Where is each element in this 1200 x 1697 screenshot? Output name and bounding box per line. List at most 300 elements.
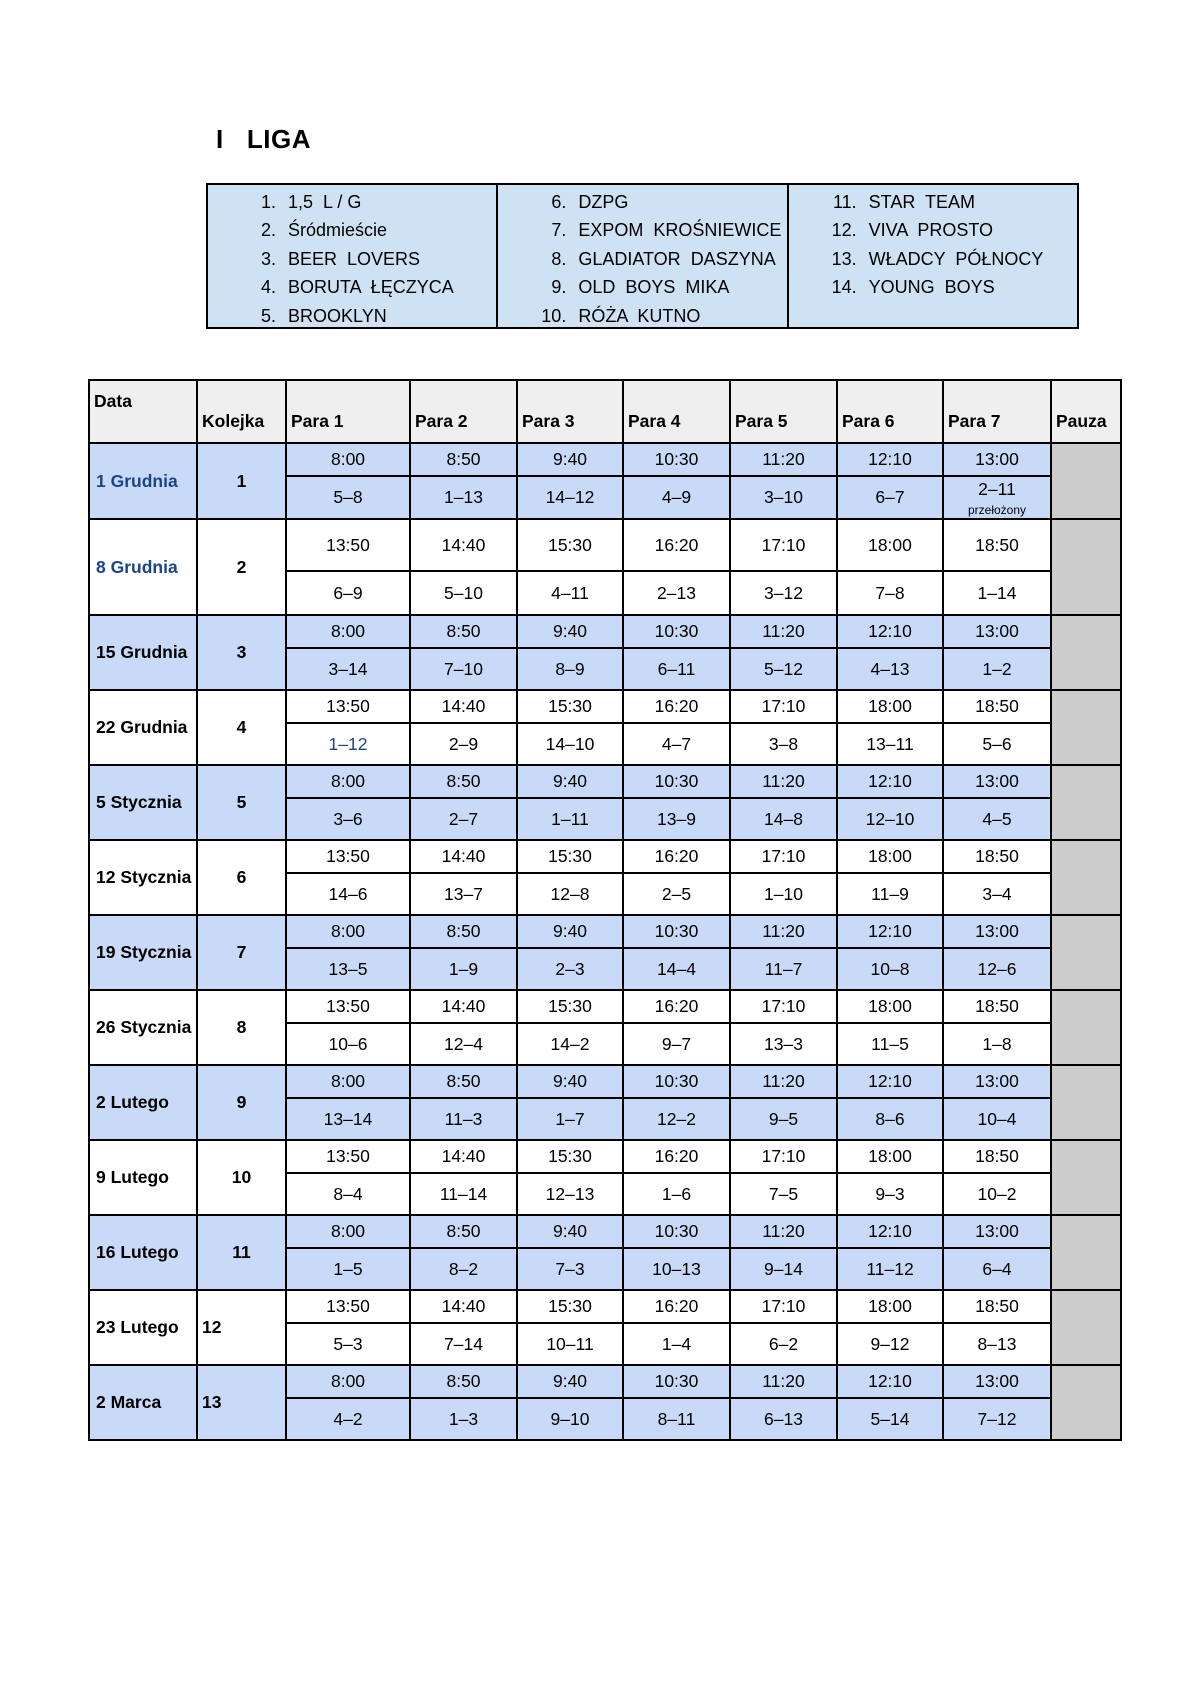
match-pair-label: 10–11 <box>546 1333 594 1354</box>
team-item <box>208 273 496 301</box>
match-pair-label: 7–12 <box>977 1408 1017 1429</box>
match-time: 14:40 <box>410 990 517 1023</box>
match-pair-label: 1–5 <box>333 1258 363 1279</box>
match-time: 9:40 <box>517 1065 623 1098</box>
match-time: 11:20 <box>730 1065 837 1098</box>
round-time-row <box>89 690 1121 723</box>
round-time-row <box>89 990 1121 1023</box>
header-para-3: Para 3 <box>517 380 623 443</box>
match-pair-label: 5–12 <box>764 658 803 679</box>
match-pair <box>943 1248 1051 1290</box>
match-pair-label: 13–3 <box>764 1033 803 1054</box>
match-time: 12:10 <box>837 1065 943 1098</box>
match-pair-label: 10–4 <box>977 1108 1017 1129</box>
team-number: 7. <box>551 220 567 241</box>
round-pauza <box>1051 765 1121 840</box>
match-pair <box>837 948 943 990</box>
team-item <box>789 245 1077 273</box>
match-time: 14:40 <box>410 519 517 571</box>
match-pair <box>837 1098 943 1140</box>
match-time: 11:20 <box>730 615 837 648</box>
match-pair-label: 6–7 <box>875 487 905 507</box>
match-time: 13:00 <box>943 1065 1051 1098</box>
match-pair-label: 11–5 <box>871 1033 909 1054</box>
round-time-row <box>89 915 1121 948</box>
match-pair-label: 4–13 <box>870 658 910 679</box>
match-pair-label: 9–3 <box>875 1183 905 1204</box>
match-pair-label: 7–8 <box>875 582 905 603</box>
match-pair <box>730 1023 837 1065</box>
match-pair <box>623 873 730 915</box>
match-pair-label: 9–7 <box>661 1033 692 1054</box>
match-pair <box>730 1173 837 1215</box>
match-time: 15:30 <box>517 1290 623 1323</box>
match-pair <box>730 476 837 519</box>
match-pair <box>943 873 1051 915</box>
round-kolejka: 13 <box>197 1365 286 1440</box>
header-pauza: Pauza <box>1051 380 1121 443</box>
round-date: 26 Stycznia <box>89 990 197 1065</box>
match-time: 12:10 <box>837 615 943 648</box>
match-pair <box>286 648 410 690</box>
match-pair <box>517 1023 623 1065</box>
match-pair-label: 5–8 <box>333 487 363 507</box>
match-time: 13:00 <box>943 1365 1051 1398</box>
team-number: 13. <box>831 248 857 269</box>
match-time: 8:00 <box>286 1065 410 1098</box>
team-number: 11. <box>832 192 857 212</box>
match-pair <box>943 798 1051 840</box>
team-item <box>498 302 786 330</box>
match-pair-label: 14–2 <box>550 1033 590 1054</box>
team-item <box>498 273 786 301</box>
match-pair-label: 1–11 <box>551 808 589 829</box>
match-pair-label: 1–14 <box>977 582 1017 603</box>
match-time: 14:40 <box>410 840 517 873</box>
match-time: 8:50 <box>410 765 517 798</box>
match-pair-label: 2–11 <box>978 479 1016 499</box>
round-time-row <box>89 443 1121 476</box>
match-time: 11:20 <box>730 443 837 476</box>
match-pair <box>286 1173 410 1215</box>
match-time: 15:30 <box>517 690 623 723</box>
match-pair <box>286 476 410 519</box>
match-time: 10:30 <box>623 443 730 476</box>
match-pair <box>517 1398 623 1440</box>
match-time: 17:10 <box>730 690 837 723</box>
team-name: VIVA PROSTO <box>868 220 994 241</box>
match-pair-label: 8–9 <box>555 658 585 679</box>
round-date: 12 Stycznia <box>89 840 197 915</box>
match-time: 17:10 <box>730 1290 837 1323</box>
match-pair <box>623 571 730 615</box>
match-time: 9:40 <box>517 915 623 948</box>
match-pair <box>837 1248 943 1290</box>
round-time-row <box>89 1140 1121 1173</box>
match-pair <box>623 1023 730 1065</box>
match-pair-label: 4–2 <box>333 1408 363 1429</box>
round-kolejka: 6 <box>197 840 286 915</box>
match-time: 13:00 <box>943 915 1051 948</box>
team-item <box>208 245 496 273</box>
match-pair <box>837 648 943 690</box>
match-time: 15:30 <box>517 1140 623 1173</box>
match-pair-label: 9–12 <box>870 1333 910 1354</box>
match-pair-label: 1–3 <box>448 1408 479 1429</box>
round-pauza <box>1051 615 1121 690</box>
match-pair-label: 12–13 <box>545 1183 595 1204</box>
round-pauza <box>1051 443 1121 519</box>
match-pair-label: 11–9 <box>871 883 909 904</box>
match-time: 9:40 <box>517 1215 623 1248</box>
match-pair <box>837 798 943 840</box>
match-time: 9:40 <box>517 443 623 476</box>
team-column-1 <box>208 185 496 327</box>
round-pauza <box>1051 840 1121 915</box>
match-pair <box>517 723 623 765</box>
match-time: 18:00 <box>837 519 943 571</box>
round-kolejka: 8 <box>197 990 286 1065</box>
match-pair <box>943 476 1051 519</box>
match-time: 8:50 <box>410 1065 517 1098</box>
match-time: 8:00 <box>286 765 410 798</box>
match-pair-label: 3–12 <box>764 582 803 603</box>
match-time: 10:30 <box>623 1365 730 1398</box>
match-pair <box>623 798 730 840</box>
match-pair-label: 7–14 <box>444 1333 483 1354</box>
round-pauza <box>1051 690 1121 765</box>
round-date: 9 Lutego <box>89 1140 197 1215</box>
schedule-table <box>88 379 1122 1441</box>
match-pair <box>286 1248 410 1290</box>
match-time: 10:30 <box>623 615 730 648</box>
team-number: 10. <box>541 305 567 326</box>
match-time: 8:50 <box>410 1365 517 1398</box>
header-para-4: Para 4 <box>623 380 730 443</box>
match-pair <box>943 1023 1051 1065</box>
match-time: 18:00 <box>837 990 943 1023</box>
round-date: 23 Lutego <box>89 1290 197 1365</box>
match-pair <box>410 1098 517 1140</box>
match-time: 15:30 <box>517 519 623 571</box>
team-name: 1,5 L / G <box>288 192 362 212</box>
match-time: 8:50 <box>410 443 517 476</box>
match-time: 9:40 <box>517 1365 623 1398</box>
match-pair-label: 13–14 <box>323 1108 373 1129</box>
team-name: DZPG <box>578 192 629 212</box>
match-pair <box>943 723 1051 765</box>
match-pair <box>943 1323 1051 1365</box>
team-item <box>498 216 786 244</box>
match-time: 18:00 <box>837 840 943 873</box>
match-time: 8:50 <box>410 615 517 648</box>
match-pair <box>410 1023 517 1065</box>
match-pair <box>943 1173 1051 1215</box>
match-time: 10:30 <box>623 915 730 948</box>
match-time: 18:00 <box>837 1140 943 1173</box>
match-time: 18:50 <box>943 1290 1051 1323</box>
match-pair-label: 5–14 <box>870 1408 910 1429</box>
header-para-2: Para 2 <box>410 380 517 443</box>
match-pair-label: 13–11 <box>866 733 914 754</box>
round-time-row <box>89 1215 1121 1248</box>
round-kolejka: 2 <box>197 519 286 615</box>
match-pair <box>410 571 517 615</box>
match-pair-label: 3–10 <box>764 487 803 507</box>
match-pair <box>517 1323 623 1365</box>
team-name: STAR TEAM <box>868 192 976 212</box>
match-pair-label: 1–12 <box>328 733 368 754</box>
match-time: 13:50 <box>286 840 410 873</box>
match-time: 8:00 <box>286 443 410 476</box>
match-time: 8:00 <box>286 615 410 648</box>
match-pair-label: 13–5 <box>328 958 368 979</box>
match-pair-label: 8–2 <box>448 1258 479 1279</box>
match-pair <box>837 723 943 765</box>
match-pair <box>517 948 623 990</box>
match-time: 12:10 <box>837 1365 943 1398</box>
match-time: 13:50 <box>286 690 410 723</box>
match-time: 18:00 <box>837 690 943 723</box>
match-pair-label: 3–4 <box>982 883 1012 904</box>
match-pair <box>730 873 837 915</box>
round-date: 1 Grudnia <box>89 443 197 519</box>
team-item <box>498 245 786 273</box>
round-date: 5 Stycznia <box>89 765 197 840</box>
match-pair-label: 1–8 <box>982 1033 1012 1054</box>
round-date: 2 Marca <box>89 1365 197 1440</box>
match-time: 16:20 <box>623 1290 730 1323</box>
match-pair <box>286 1023 410 1065</box>
match-pair-label: 10–8 <box>870 958 910 979</box>
match-pair-label: 2–3 <box>555 958 585 979</box>
round-date: 16 Lutego <box>89 1215 197 1290</box>
match-pair-label: 2–9 <box>448 733 479 754</box>
match-pair-label: 4–11 <box>551 582 589 603</box>
match-pair <box>517 1248 623 1290</box>
match-pair <box>410 1323 517 1365</box>
team-name: BEER LOVERS <box>288 248 421 269</box>
match-pair-label: 14–4 <box>657 958 696 979</box>
match-pair-label: 9–10 <box>550 1408 590 1429</box>
match-pair-label: 12–6 <box>977 958 1017 979</box>
team-name: EXPOM KROŚNIEWICE <box>578 220 782 241</box>
match-pair <box>517 1098 623 1140</box>
match-pair-label: 5–10 <box>444 582 483 603</box>
header-kolejka: Kolejka <box>197 380 286 443</box>
match-pair-label: 1–9 <box>448 958 479 979</box>
match-pair <box>943 1398 1051 1440</box>
match-pair <box>623 948 730 990</box>
match-time: 8:00 <box>286 1365 410 1398</box>
team-item <box>789 216 1077 244</box>
match-time: 13:00 <box>943 765 1051 798</box>
match-pair-label: 3–6 <box>333 808 363 829</box>
match-pair-label: 8–4 <box>333 1183 363 1204</box>
match-pair-label: 5–6 <box>982 733 1012 754</box>
match-pair <box>286 571 410 615</box>
match-pair <box>517 476 623 519</box>
match-pair <box>837 476 943 519</box>
round-pauza <box>1051 990 1121 1065</box>
match-time: 16:20 <box>623 990 730 1023</box>
match-time: 18:50 <box>943 1140 1051 1173</box>
round-date: 2 Lutego <box>89 1065 197 1140</box>
match-pair <box>623 723 730 765</box>
match-pair-label: 8–11 <box>657 1408 696 1429</box>
match-pair-label: 2–13 <box>657 582 696 603</box>
match-pair <box>943 948 1051 990</box>
match-time: 12:10 <box>837 1215 943 1248</box>
team-name: BORUTA ŁĘCZYCA <box>288 277 454 298</box>
match-pair <box>517 648 623 690</box>
team-item <box>208 216 496 244</box>
page-title: I LIGA <box>216 124 311 154</box>
match-pair <box>623 1248 730 1290</box>
match-time: 16:20 <box>623 690 730 723</box>
match-pair-label: 14–12 <box>545 487 595 507</box>
match-pair <box>410 476 517 519</box>
round-kolejka: 12 <box>197 1290 286 1365</box>
match-time: 16:20 <box>623 840 730 873</box>
match-pair-label: 1–2 <box>982 658 1012 679</box>
match-time: 8:50 <box>410 915 517 948</box>
match-pair <box>623 1398 730 1440</box>
match-time: 13:00 <box>943 443 1051 476</box>
match-time: 17:10 <box>730 519 837 571</box>
match-time: 10:30 <box>623 1215 730 1248</box>
match-pair-label: 3–14 <box>328 658 368 679</box>
match-pair <box>837 1398 943 1440</box>
match-pair-label: 1–6 <box>661 1183 692 1204</box>
match-pair <box>943 648 1051 690</box>
round-kolejka: 7 <box>197 915 286 990</box>
match-pair <box>286 1398 410 1440</box>
match-pair <box>730 1323 837 1365</box>
team-number: 4. <box>260 277 276 298</box>
round-kolejka: 9 <box>197 1065 286 1140</box>
match-pair <box>623 1098 730 1140</box>
round-date: 8 Grudnia <box>89 519 197 615</box>
match-pair-label: 2–7 <box>448 808 479 829</box>
match-pair <box>517 1173 623 1215</box>
match-pair-label: 4–9 <box>661 487 692 507</box>
match-pair <box>410 1173 517 1215</box>
match-pair <box>286 723 410 765</box>
team-item <box>789 273 1077 301</box>
team-number: 1. <box>260 192 276 212</box>
match-pair-label: 7–5 <box>768 1183 799 1204</box>
match-pair <box>517 873 623 915</box>
match-time: 18:00 <box>837 1290 943 1323</box>
match-pair <box>837 873 943 915</box>
match-time: 14:40 <box>410 690 517 723</box>
match-pair <box>286 798 410 840</box>
header-data: Data <box>89 380 197 443</box>
match-time: 15:30 <box>517 840 623 873</box>
header-para-1: Para 1 <box>286 380 410 443</box>
match-pair <box>623 648 730 690</box>
match-pair-label: 9–5 <box>768 1108 799 1129</box>
team-name: Śródmieście <box>288 220 388 241</box>
match-pair-label: 10–6 <box>328 1033 368 1054</box>
round-kolejka: 11 <box>197 1215 286 1290</box>
match-pair-label: 6–13 <box>764 1408 803 1429</box>
match-pair <box>410 798 517 840</box>
match-time: 18:50 <box>943 990 1051 1023</box>
match-pair-label: 10–2 <box>977 1183 1017 1204</box>
team-name: BROOKLYN <box>288 305 387 326</box>
match-pair-label: 1–7 <box>555 1108 585 1129</box>
match-pair <box>286 873 410 915</box>
match-time: 8:00 <box>286 915 410 948</box>
match-pair-label: 12–4 <box>444 1033 483 1054</box>
round-pauza <box>1051 519 1121 615</box>
match-time: 11:20 <box>730 915 837 948</box>
round-kolejka: 1 <box>197 443 286 519</box>
match-pair <box>623 1173 730 1215</box>
header-para-5: Para 5 <box>730 380 837 443</box>
match-pair <box>286 948 410 990</box>
match-time: 10:30 <box>623 1065 730 1098</box>
match-time: 12:10 <box>837 443 943 476</box>
match-pair <box>837 1323 943 1365</box>
match-pair-label: 14–10 <box>545 733 595 754</box>
round-date: 22 Grudnia <box>89 690 197 765</box>
team-item <box>208 302 496 330</box>
match-pair-label: 12–10 <box>865 808 915 829</box>
match-pair <box>410 1398 517 1440</box>
match-pair-label: 5–3 <box>333 1333 363 1354</box>
round-kolejka: 3 <box>197 615 286 690</box>
round-time-row <box>89 1065 1121 1098</box>
round-time-row <box>89 1290 1121 1323</box>
match-time: 17:10 <box>730 990 837 1023</box>
match-pair-label: 8–13 <box>977 1333 1017 1354</box>
match-pair-label: 14–6 <box>328 883 368 904</box>
team-list <box>206 183 1079 329</box>
team-number: 6. <box>551 192 567 212</box>
round-pauza <box>1051 1290 1121 1365</box>
match-pair-label: 2–5 <box>661 883 692 904</box>
match-time: 18:50 <box>943 690 1051 723</box>
match-time: 13:00 <box>943 1215 1051 1248</box>
match-time: 8:50 <box>410 1215 517 1248</box>
match-time: 13:00 <box>943 615 1051 648</box>
match-time: 16:20 <box>623 1140 730 1173</box>
team-column-3 <box>787 185 1077 327</box>
match-pair-label: 6–11 <box>657 658 696 679</box>
match-pair <box>286 1323 410 1365</box>
match-pair-label: 10–13 <box>652 1258 701 1279</box>
match-pair <box>623 476 730 519</box>
header-para-7: Para 7 <box>943 380 1051 443</box>
match-pair-label: 12–8 <box>550 883 590 904</box>
match-pair <box>837 571 943 615</box>
match-pair-label: 4–5 <box>982 808 1012 829</box>
match-pair-label: 11–3 <box>444 1108 483 1129</box>
match-note: przełożony <box>967 503 1027 517</box>
match-pair <box>410 648 517 690</box>
match-pair-label: 7–3 <box>555 1258 585 1279</box>
match-pair <box>730 723 837 765</box>
match-pair <box>410 1248 517 1290</box>
team-item <box>789 188 1077 216</box>
header-para-6: Para 6 <box>837 380 943 443</box>
match-pair-label: 6–4 <box>982 1258 1012 1279</box>
round-pauza <box>1051 1140 1121 1215</box>
team-name: OLD BOYS MIKA <box>578 277 730 298</box>
